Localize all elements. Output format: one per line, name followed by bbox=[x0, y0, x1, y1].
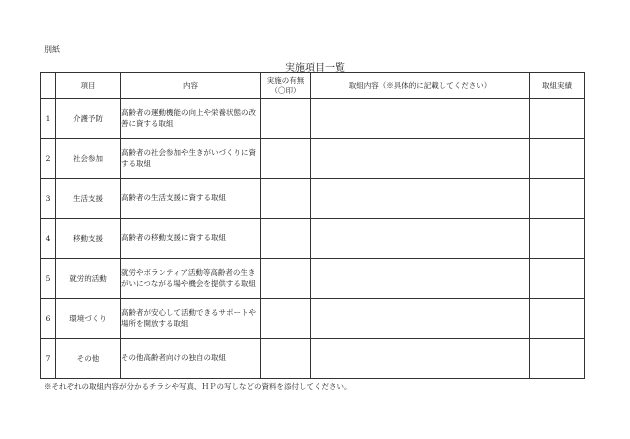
table-row bbox=[41, 259, 585, 299]
row-results-cell[interactable] bbox=[530, 339, 585, 379]
row-details-cell[interactable] bbox=[311, 179, 530, 219]
header-number bbox=[41, 73, 56, 99]
row-content: 就労やボランティア活動等高齢者の生きがいにつながる場や機会を提供する取組 bbox=[121, 259, 261, 299]
header-details: 取組内容（※具体的に記載してください） bbox=[311, 73, 530, 99]
row-details-cell[interactable] bbox=[311, 219, 530, 259]
header-implementation-line1: 実施の有無 bbox=[266, 76, 305, 86]
row-number: 5 bbox=[41, 259, 56, 299]
row-content: その他高齢者向けの独自の取組 bbox=[121, 339, 261, 379]
row-results-cell[interactable] bbox=[530, 139, 585, 179]
table-row bbox=[41, 139, 585, 179]
footnote: ※それぞれの取組内容が分かるチラシや写真、ＨＰの写しなどの資料を添付してください。 bbox=[44, 382, 352, 391]
row-number: 6 bbox=[41, 299, 56, 339]
row-results-cell[interactable] bbox=[530, 219, 585, 259]
row-implementation-cell[interactable] bbox=[261, 299, 311, 339]
row-details-cell[interactable] bbox=[311, 259, 530, 299]
row-content: 高齢者の生活支援に資する取組 bbox=[121, 179, 261, 219]
row-number: 1 bbox=[41, 99, 56, 139]
row-number: 4 bbox=[41, 219, 56, 259]
row-item: 環境づくり bbox=[56, 299, 121, 339]
table-row bbox=[41, 99, 585, 139]
row-number: 2 bbox=[41, 139, 56, 179]
table-header-row bbox=[41, 73, 585, 99]
row-details-cell[interactable] bbox=[311, 339, 530, 379]
row-results-cell[interactable] bbox=[530, 299, 585, 339]
header-implementation bbox=[261, 73, 311, 99]
row-implementation-cell[interactable] bbox=[261, 219, 311, 259]
row-details-cell[interactable] bbox=[311, 99, 530, 139]
header-implementation-line2: （〇印） bbox=[270, 85, 301, 95]
document-title: 実施項目一覧 bbox=[285, 63, 345, 74]
row-content: 高齢者の社会参加や生きがいづくりに資する取組 bbox=[121, 139, 261, 179]
table-row bbox=[41, 339, 585, 379]
row-implementation-cell[interactable] bbox=[261, 139, 311, 179]
row-item: 社会参加 bbox=[56, 139, 121, 179]
implementation-items-table bbox=[40, 72, 585, 379]
row-item: 就労的活動 bbox=[56, 259, 121, 299]
row-number: 7 bbox=[41, 339, 56, 379]
row-implementation-cell[interactable] bbox=[261, 179, 311, 219]
header-results: 取組実績 bbox=[530, 73, 585, 99]
row-results-cell[interactable] bbox=[530, 259, 585, 299]
row-content: 高齢者の移動支援に資する取組 bbox=[121, 219, 261, 259]
header-item: 項目 bbox=[56, 73, 121, 99]
row-item: 介護予防 bbox=[56, 99, 121, 139]
row-number: 3 bbox=[41, 179, 56, 219]
table-row bbox=[41, 299, 585, 339]
table-row bbox=[41, 219, 585, 259]
row-implementation-cell[interactable] bbox=[261, 99, 311, 139]
table-row bbox=[41, 179, 585, 219]
row-implementation-cell[interactable] bbox=[261, 339, 311, 379]
header-content: 内容 bbox=[121, 73, 261, 99]
row-content: 高齢者の運動機能の向上や栄養状態の改善に資する取組 bbox=[121, 99, 261, 139]
row-details-cell[interactable] bbox=[311, 299, 530, 339]
row-results-cell[interactable] bbox=[530, 99, 585, 139]
row-item: 生活支援 bbox=[56, 179, 121, 219]
row-details-cell[interactable] bbox=[311, 139, 530, 179]
row-implementation-cell[interactable] bbox=[261, 259, 311, 299]
row-content: 高齢者が安心して活動できるサポートや場所を開放する取組 bbox=[121, 299, 261, 339]
row-results-cell[interactable] bbox=[530, 179, 585, 219]
attachment-label: 別紙 bbox=[44, 45, 60, 54]
row-item: その他 bbox=[56, 339, 121, 379]
row-item: 移動支援 bbox=[56, 219, 121, 259]
